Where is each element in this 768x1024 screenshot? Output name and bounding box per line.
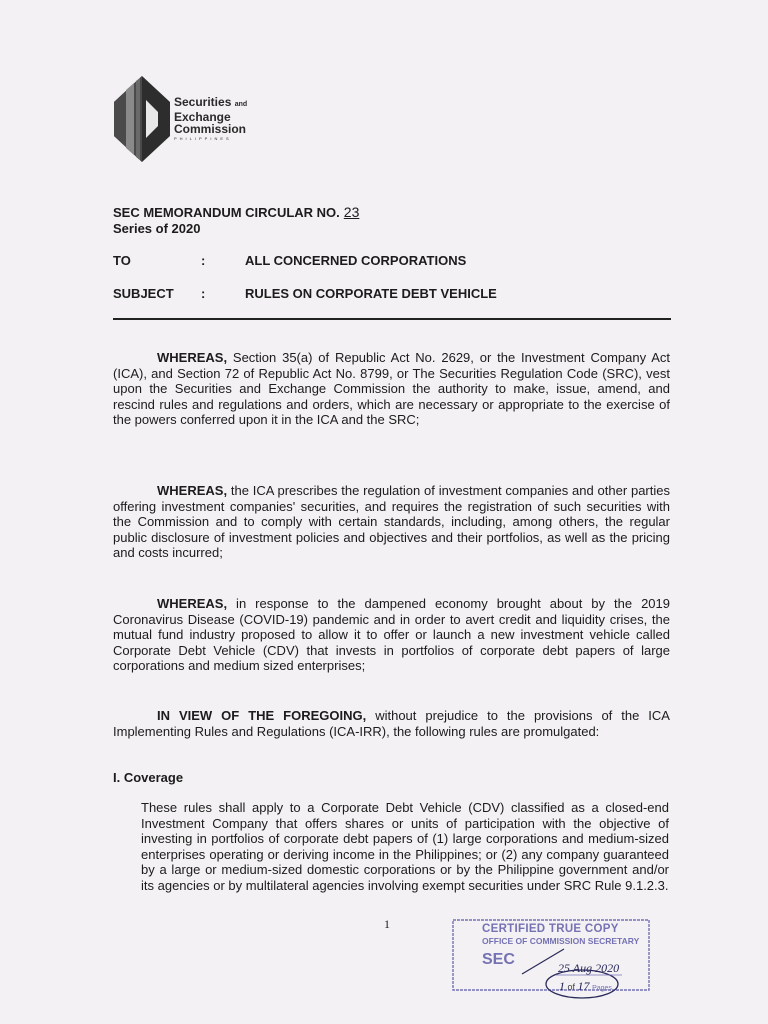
paragraph-body: in response to the dampened economy brought about by the 2019 Coronavirus Disease (COVID-19) pandemic and in order to avert credit and liquidity crises, the mutual fund industry proposed to allow it to offer or launch a new investment vehicle called Corporate Debt Vehicle (CDV) that invests in portfolios of corporate debt papers of large corporations and medium sized enterprises; — [113, 596, 670, 673]
paragraph-lead: WHEREAS, — [157, 483, 228, 498]
whereas-paragraph-2 — [113, 483, 670, 561]
foregoing-paragraph — [113, 708, 670, 739]
to-value: ALL CONCERNED CORPORATIONS — [245, 253, 467, 268]
stamp-page-of: of — [567, 982, 576, 992]
stamp-handwritten-date: 25 Aug 2020 — [558, 961, 620, 975]
logo-line-country: PHILIPPINES — [174, 136, 232, 141]
logo-line-exchange: Exchange — [174, 110, 231, 124]
logo-line-and: and — [234, 101, 248, 108]
stamp-office-text: OFFICE OF COMMISSION SECRETARY — [482, 936, 640, 946]
paragraph-lead: WHEREAS, — [157, 350, 228, 365]
page-number: 1 — [384, 917, 390, 931]
stamp-page-total: 17 — [577, 979, 590, 993]
paragraph-body: Section 35(a) of Republic Act No. 2629, or the Investment Company Act (ICA), and Section 72 of Republic Act No. 8799, or The Securities Regulation Code (SRC), vest upon the Securities and Exchange Commission the authority to make, issue, amend, and rescind rules and regulations and orders, which are necessary or appropriate to the exercise of the powers conferred upon it in the ICA and the SRC; — [113, 350, 670, 427]
memo-title-text: SEC MEMORANDUM CIRCULAR NO. — [113, 205, 340, 220]
certified-true-copy-stamp — [452, 919, 652, 1009]
stamp-page-count — [559, 979, 612, 994]
paragraph-lead: IN VIEW OF THE FOREGOING, — [157, 708, 367, 723]
whereas-paragraph-1 — [113, 350, 670, 428]
memo-series: Series of 2020 — [113, 221, 201, 236]
paragraph-lead: WHEREAS, — [157, 596, 228, 611]
stamp-pages-label: Pages — [592, 985, 612, 992]
header-divider — [113, 318, 671, 320]
sec-logo-mark — [112, 76, 172, 162]
logo-line-commission: Commission — [174, 122, 247, 136]
sec-logo-wordmark — [174, 96, 247, 143]
stamp-sec-text: SEC — [482, 951, 515, 968]
logo-line-securities: Securities — [174, 95, 232, 109]
memo-number: 23 — [343, 204, 360, 220]
whereas-paragraph-3 — [113, 596, 670, 674]
section-heading-coverage: I. Coverage — [113, 770, 184, 785]
memo-title — [113, 204, 363, 220]
stamp-certified-text: CERTIFIED TRUE COPY — [482, 923, 619, 935]
paragraph-body: the ICA prescribes the regulation of investment companies and other parties offering investment companies' securities, and requires the registration of such securities with the Commission and to comply with certain standards, including, among others, the regular public disclosure of investment policies and objectives and their portfolios, as well as the pricing and costs incurred; — [113, 483, 670, 560]
subject-colon: : — [201, 286, 206, 301]
subject-label: SUBJECT — [113, 286, 174, 301]
coverage-paragraph: These rules shall apply to a Corporate Debt Vehicle (CDV) classified as a closed-end Investment Company that offers shares or units of participation with the objective of investing in portfolios of corporate debt papers of (1) large corporations and medium-sized enterprises operating or deriving income in the Philippines; or (2) any company guaranteed by a large or medium-sized domestic corporations or by the Philippine government and/or its agencies or by multilateral agencies involving exempt securities under SRC Rule 9.1.2.3. — [141, 800, 669, 893]
subject-value: RULES ON CORPORATE DEBT VEHICLE — [245, 286, 497, 301]
to-colon: : — [201, 253, 206, 268]
stamp-page-current: 1 — [559, 979, 565, 993]
to-label: TO — [113, 253, 131, 268]
sec-logo — [112, 76, 282, 162]
paragraph-body: without prejudice to the provisions of the ICA Implementing Rules and Regulations (ICA-IRR), the following rules are promulgated: — [113, 708, 670, 739]
